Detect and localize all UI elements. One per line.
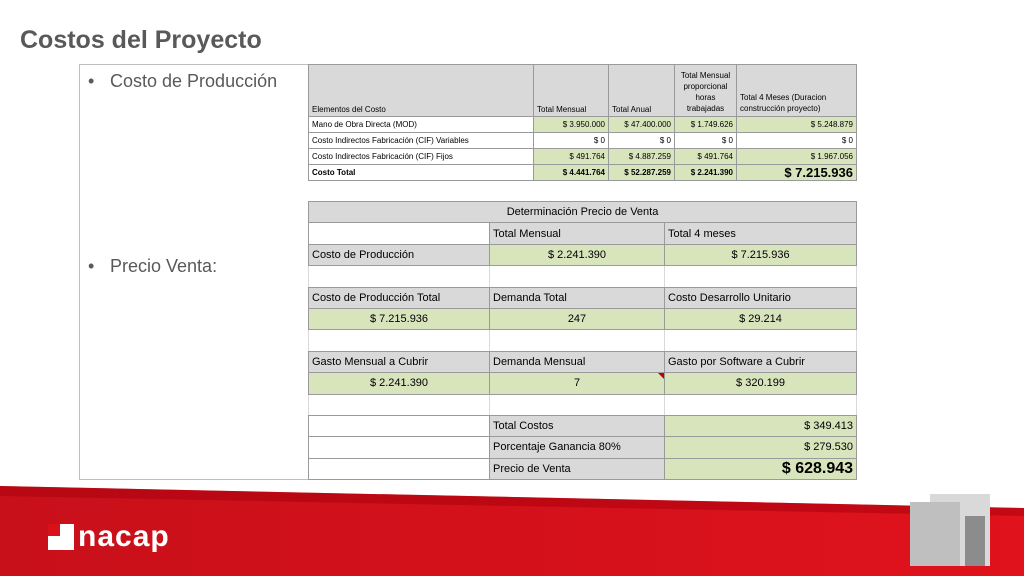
empty-cell [309, 394, 490, 415]
empty-cell [309, 223, 490, 244]
cost-table [308, 64, 857, 181]
cost-table-header [309, 65, 857, 117]
cell: $ 0 [534, 133, 609, 149]
empty-cell [309, 266, 490, 287]
cell: $ 52.287.259 [609, 165, 675, 181]
header-cell: Total Mensual proporcional horas trabajadas [675, 65, 737, 117]
cell-with-comment: 7 [490, 373, 665, 394]
header-cell: Total Mensual [534, 65, 609, 117]
header-cell: Elementos del Costo [309, 65, 534, 117]
bullet-text: Costo de Producción [110, 71, 278, 91]
summary-label: Precio de Venta [490, 458, 665, 479]
building-shape-front [910, 502, 960, 566]
header-cell: Demanda Total [490, 287, 665, 308]
cell: $ 0 [609, 133, 675, 149]
header-cell: Demanda Mensual [490, 351, 665, 372]
header-cell: Gasto por Software a Cubrir [665, 351, 857, 372]
header-cell: Total 4 meses [665, 223, 857, 244]
cell: $ 3.950.000 [534, 117, 609, 133]
cell: $ 5.248.879 [737, 117, 857, 133]
empty-cell [309, 415, 490, 436]
bullet-costo-produccion [88, 71, 308, 92]
inacap-logo [48, 520, 170, 554]
empty-cell [665, 266, 857, 287]
header-cell: Total 4 Meses (Duracion construcción proyecto) [737, 65, 857, 117]
empty-cell [309, 458, 490, 479]
empty-cell [309, 330, 490, 351]
building-shape-window [965, 516, 985, 566]
header-cell: Costo Desarrollo Unitario [665, 287, 857, 308]
table-row [309, 149, 857, 165]
header-cell: Gasto Mensual a Cubrir [309, 351, 490, 372]
row-label: Costo Total [309, 165, 534, 181]
cell: $ 2.241.390 [675, 165, 737, 181]
logo-mark-icon [48, 524, 74, 550]
empty-cell [665, 394, 857, 415]
slide-title: Costos del Proyecto [20, 26, 262, 54]
precio-venta-value: $ 628.943 [665, 458, 857, 479]
header-cell: Total Mensual [490, 223, 665, 244]
table-row [309, 117, 857, 133]
bullet-dot: • [88, 71, 95, 91]
empty-cell [490, 394, 665, 415]
cell: $ 2.241.390 [490, 244, 665, 265]
cell: $ 320.199 [665, 373, 857, 394]
empty-cell [309, 437, 490, 458]
header-cell: Costo de Producción Total [309, 287, 490, 308]
cell: 247 [490, 308, 665, 329]
cell: $ 29.214 [665, 308, 857, 329]
total-row [309, 165, 857, 181]
cell: $ 491.764 [675, 149, 737, 165]
cell: $ 7.215.936 [737, 165, 857, 181]
row-label: Costo de Producción [309, 244, 490, 265]
summary-value: $ 349.413 [665, 415, 857, 436]
summary-label: Porcentaje Ganancia 80% [490, 437, 665, 458]
cell: $ 7.215.936 [309, 308, 490, 329]
row-label: Costo Indirectos Fabricación (CIF) Variables [309, 133, 534, 149]
row-label: Costo Indirectos Fabricación (CIF) Fijos [309, 149, 534, 165]
cell: $ 4.887.259 [609, 149, 675, 165]
cell: $ 1.967.056 [737, 149, 857, 165]
cell: $ 0 [675, 133, 737, 149]
cell: $ 1.749.626 [675, 117, 737, 133]
logo-text: nacap [78, 520, 170, 553]
cell: $ 47.400.000 [609, 117, 675, 133]
empty-cell [490, 266, 665, 287]
cell: $ 4.441.764 [534, 165, 609, 181]
header-cell: Total Anual [609, 65, 675, 117]
cell: $ 7.215.936 [665, 244, 857, 265]
empty-cell [490, 330, 665, 351]
bullet-text: Precio Venta: [110, 256, 218, 276]
summary-value: $ 279.530 [665, 437, 857, 458]
table-row [309, 133, 857, 149]
summary-label: Total Costos [490, 415, 665, 436]
price-table [308, 201, 857, 480]
cell: $ 0 [737, 133, 857, 149]
bullet-precio-venta [88, 256, 217, 277]
bullet-dot: • [88, 256, 95, 276]
cell: $ 491.764 [534, 149, 609, 165]
empty-cell [665, 330, 857, 351]
cell: $ 2.241.390 [309, 373, 490, 394]
price-table-title: Determinación Precio de Venta [309, 202, 857, 223]
row-label: Mano de Obra Directa (MOD) [309, 117, 534, 133]
